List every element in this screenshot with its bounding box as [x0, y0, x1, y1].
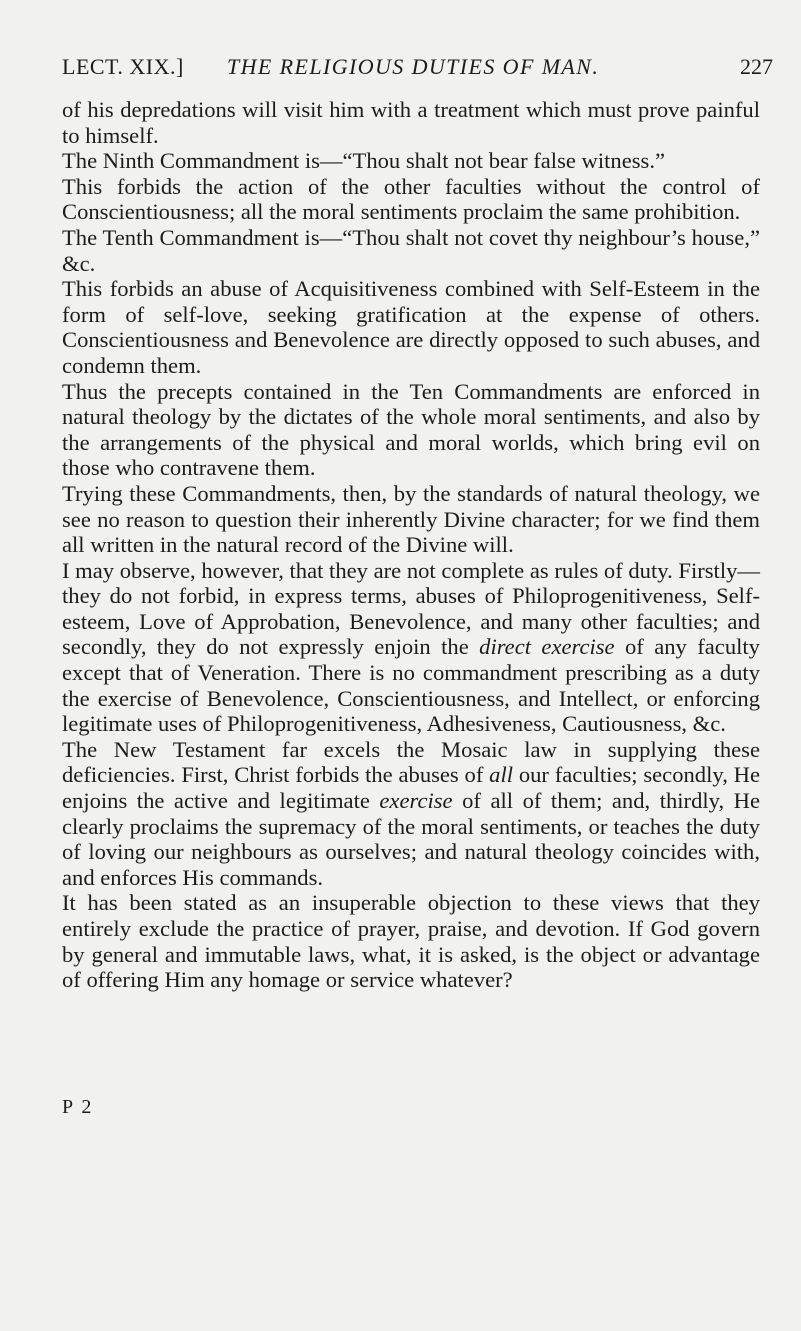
- paragraph: [62, 148, 760, 174]
- paragraph: [62, 225, 760, 276]
- paragraph-text: of any faculty except that of Veneration. There is no commandment prescribing as a duty the exercise of Benevolence, Conscientiousness, and Intellect, or enforcing legitimate uses of Philoprogenitiveness, Adhesiveness, Cautiousness, &c.: [62, 634, 760, 737]
- paragraph-text: I may observe, however, that they are not complete as rules of duty. Firstly—they do not forbid, in express terms, abuses of Philoprogenitiveness, Self-esteem, Love of Approbation, Benevolence, and many other faculties; and secondly, they do not expressly enjoin the: [62, 557, 760, 660]
- paragraph-text: The Ninth Commandment is—“Thou shalt not bear false witness.”: [62, 148, 666, 174]
- running-head: [62, 52, 773, 82]
- paragraph-text: This forbids the action of the other faculties without the control of Conscientiousness; all the moral sentiments proclaim the same prohibition.: [62, 173, 760, 225]
- paragraph-text: Thus the precepts contained in the Ten Commandments are enforced in natural theology by the dictates of the whole moral sentiments, and also by the arrangements of the physical and moral worlds, which bring evil on those who contravene them.: [62, 378, 760, 481]
- paragraph: [62, 174, 760, 225]
- paragraph-text: of all of them; and, thirdly, He clearly proclaims the supremacy of the moral sentiments, or teaches the duty of loving our neighbours as ourselves; and natural theology coincides with, and enforces His commands.: [62, 788, 760, 890]
- paragraph: [62, 276, 760, 378]
- paragraph: [62, 97, 760, 148]
- paragraph-text: our faculties; secondly, He enjoins the active and legitimate: [62, 762, 760, 814]
- emphasis-text: direct exercise: [479, 634, 615, 660]
- signature-mark: P 2: [62, 1096, 94, 1118]
- paragraph: [62, 481, 760, 558]
- paragraph: [62, 558, 760, 737]
- paragraph: [62, 379, 760, 481]
- emphasis-text: all: [489, 762, 514, 788]
- running-title: THE RELIGIOUS DUTIES OF MAN.: [227, 54, 600, 79]
- paragraph-text: of his depredations will visit him with a treatment which must prove painful to himself.: [62, 97, 760, 148]
- paragraph: [62, 890, 760, 992]
- paragraph: [62, 737, 760, 891]
- paragraph-text: Trying these Commandments, then, by the standards of natural theology, we see no reason to question their inherently Divine character; for we find them all written in the natural record of the Divine will.: [62, 480, 760, 558]
- paragraph-text: The Tenth Commandment is—“Thou shalt not covet thy neighbour’s house,” &c.: [62, 224, 760, 276]
- body-text: [62, 97, 760, 993]
- paragraph-text: It has been stated as an insuperable objection to these views that they entirely exclude the practice of prayer, praise, and devotion. If God govern by general and immutable laws, what, it is asked, is the object or advantage of offering Him any homage or service whatever?: [62, 890, 760, 993]
- paragraph-text: The New Testament far excels the Mosaic law in supplying these deficiencies. First, Christ forbids the abuses of: [62, 736, 760, 788]
- page-number: 227: [740, 54, 773, 79]
- paragraph-text: This forbids an abuse of Acquisitiveness combined with Self-Esteem in the form of self-love, seeking gratification at the expense of others. Conscientiousness and Benevolence are directly opposed to such abuses, and condemn them.: [62, 276, 760, 378]
- lecture-label: LECT. XIX.]: [62, 54, 184, 79]
- emphasis-text: exercise: [379, 788, 453, 814]
